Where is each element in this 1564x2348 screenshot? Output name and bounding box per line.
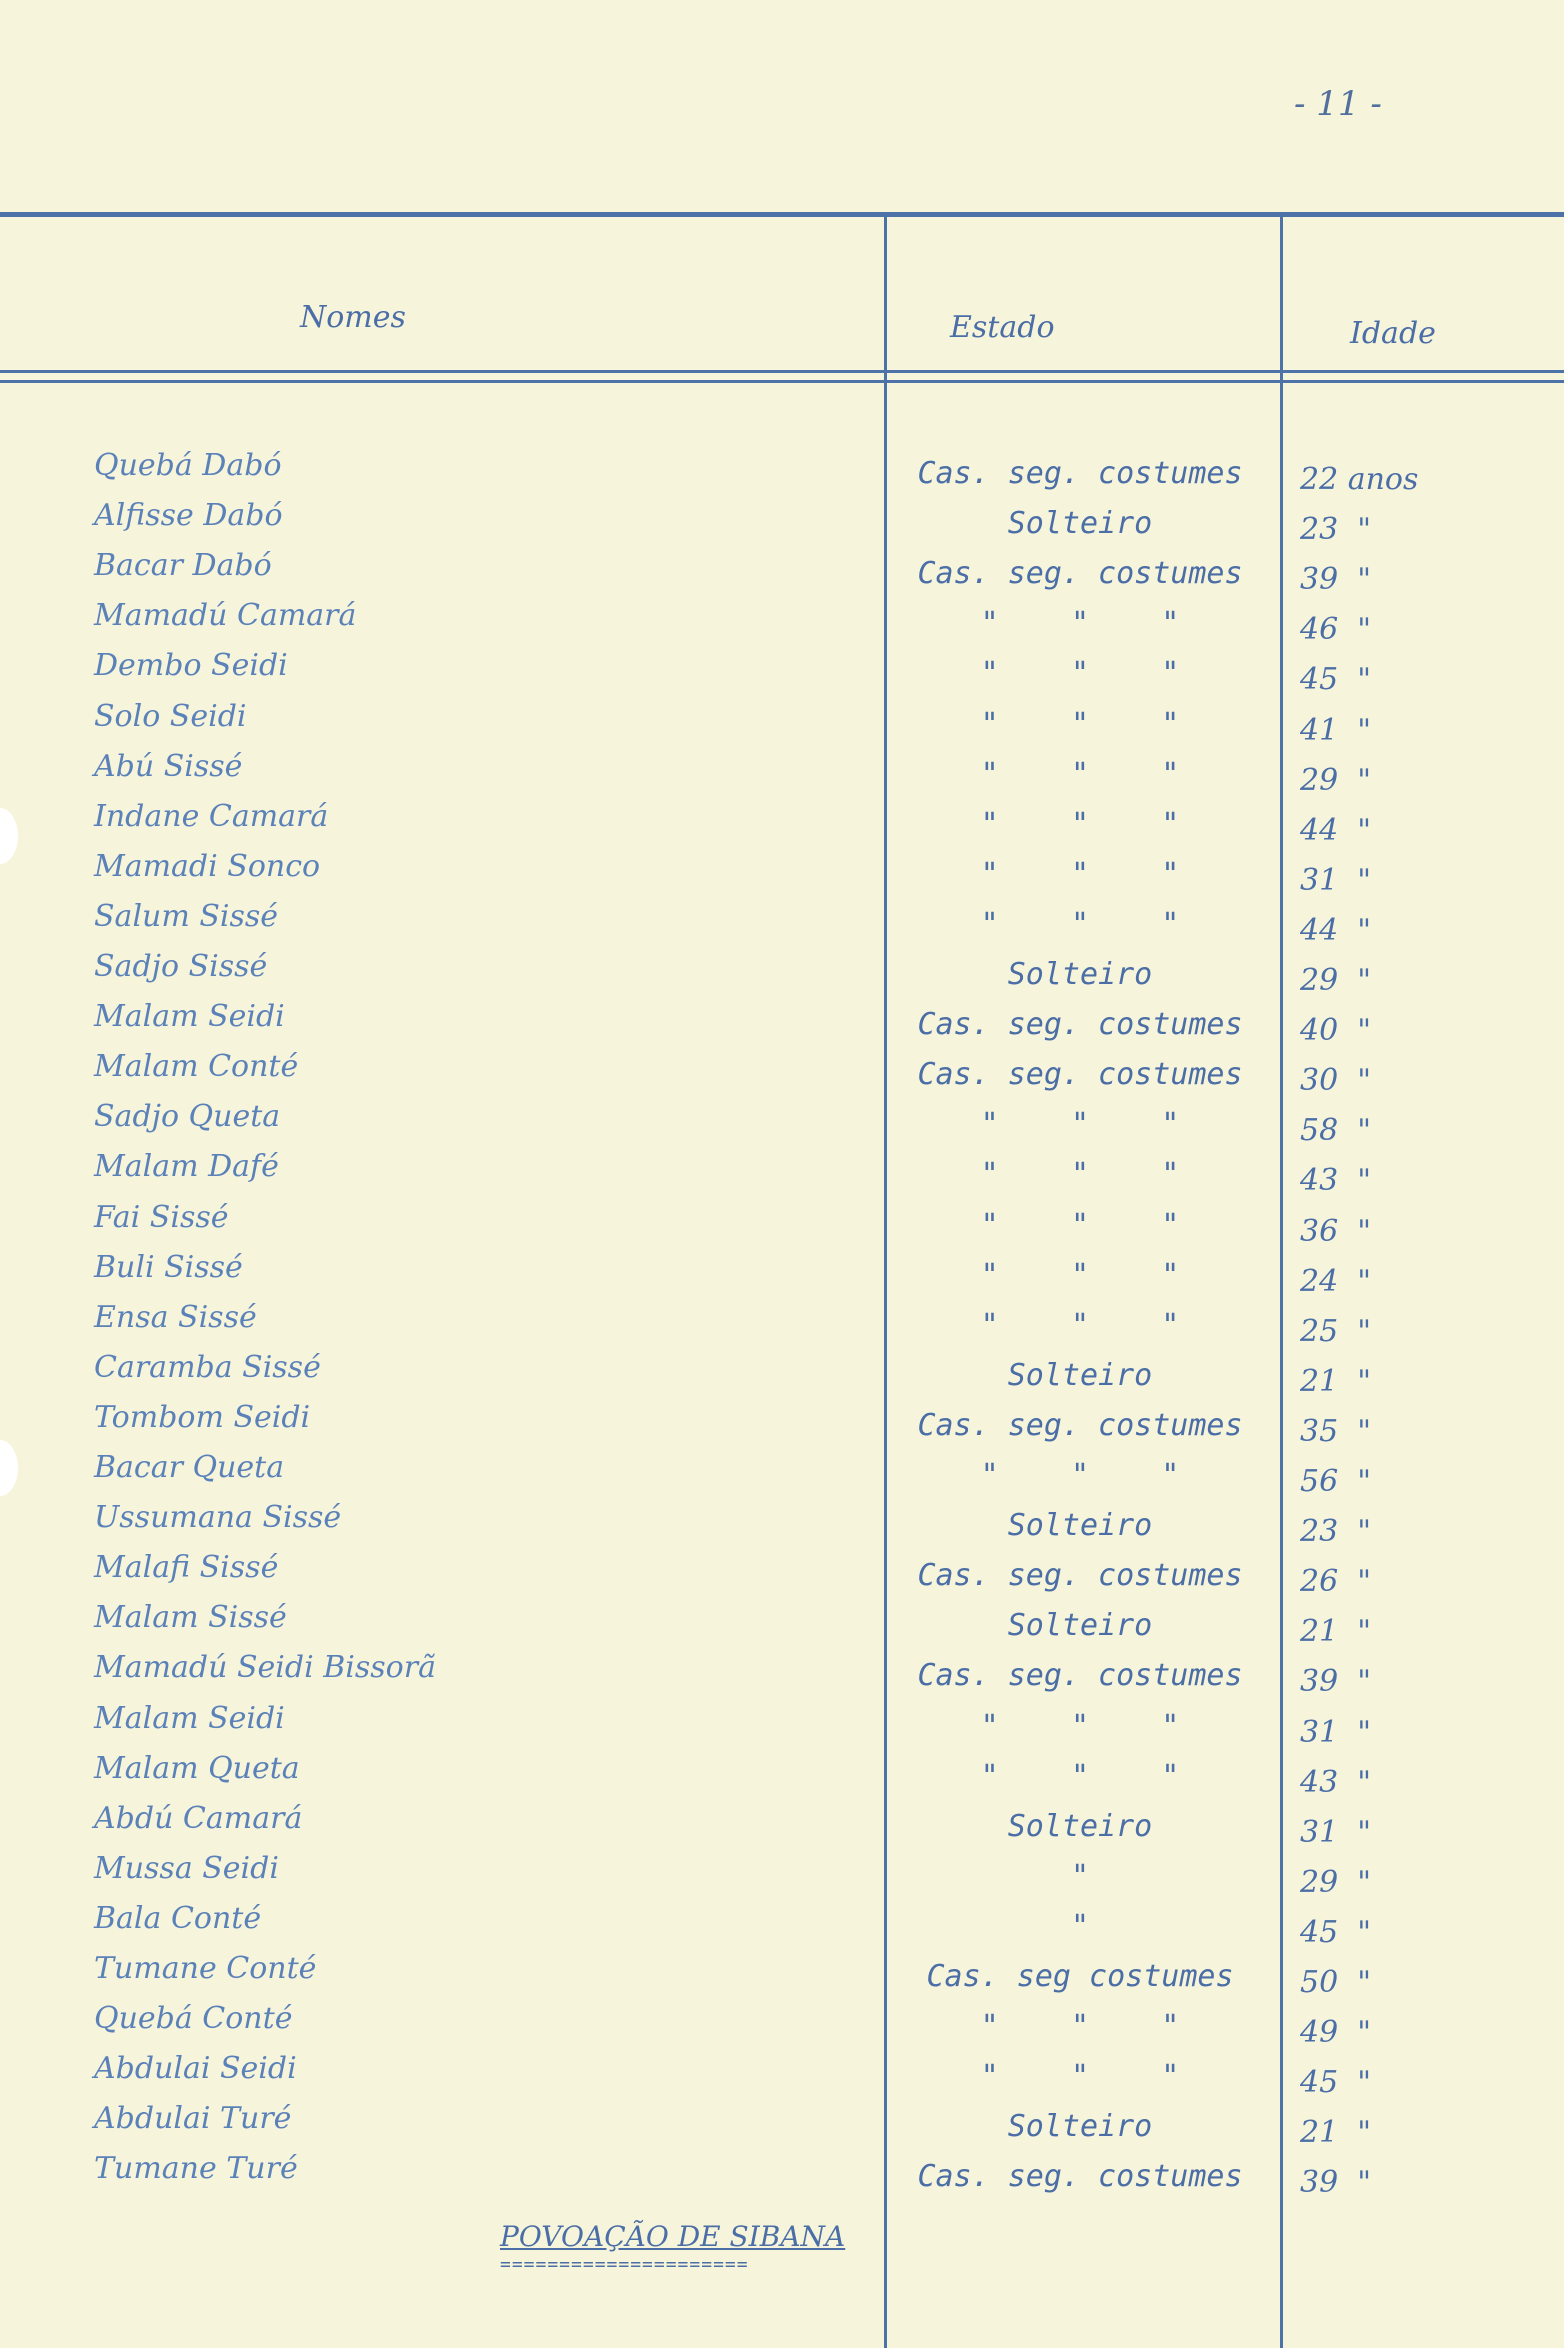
- marital-state: " " ": [980, 2059, 1180, 2094]
- marital-state: " " ": [980, 1458, 1180, 1493]
- person-name: Caramba Sissé: [94, 1350, 321, 1385]
- person-name: Malam Seidi: [94, 999, 285, 1034]
- age: 45 ": [1300, 1915, 1372, 1950]
- marital-state: Cas. seg. costumes: [917, 1057, 1243, 1092]
- marital-state: " " ": [980, 857, 1180, 892]
- person-name: Sadjo Sissé: [94, 949, 268, 984]
- marital-state: Solteiro: [1007, 1508, 1153, 1543]
- marital-state: ": [1070, 1859, 1090, 1894]
- age: 26 ": [1300, 1564, 1372, 1599]
- age: 46 ": [1300, 612, 1372, 647]
- table-row: [0, 498, 1564, 548]
- table-row: [0, 2001, 1564, 2051]
- table-row: [0, 448, 1564, 498]
- person-name: Abdú Camará: [94, 1801, 303, 1836]
- table-row: [0, 1149, 1564, 1199]
- table-row: [0, 999, 1564, 1049]
- table-row: [0, 2101, 1564, 2151]
- person-name: Malafi Sissé: [94, 1550, 279, 1585]
- marital-state: " " ": [980, 1258, 1180, 1293]
- marital-state: Solteiro: [1007, 2109, 1153, 2144]
- table-top-rule: [0, 212, 1564, 217]
- marital-state: Cas. seg. costumes: [917, 556, 1243, 591]
- age: 30 ": [1300, 1063, 1372, 1098]
- age: 50 ": [1300, 1965, 1372, 2000]
- person-name: Indane Camará: [94, 799, 329, 834]
- person-name: Quebá Conté: [94, 2001, 293, 2036]
- table-row: [0, 1951, 1564, 2001]
- table-row: [0, 1200, 1564, 1250]
- person-name: Malam Dafé: [94, 1149, 279, 1184]
- marital-state: Cas. seg. costumes: [917, 1007, 1243, 1042]
- marital-state: Solteiro: [1007, 1809, 1153, 1844]
- marital-state: " " ": [980, 1709, 1180, 1744]
- table-row: [0, 548, 1564, 598]
- person-name: Ensa Sissé: [94, 1300, 257, 1335]
- person-name: Buli Sissé: [94, 1250, 243, 1285]
- age: 31 ": [1300, 863, 1372, 898]
- table-row: [0, 1901, 1564, 1951]
- person-name: Fai Sissé: [94, 1200, 229, 1235]
- age: 31 ": [1300, 1815, 1372, 1850]
- table-row: [0, 2151, 1564, 2201]
- marital-state: Cas. seg. costumes: [917, 1558, 1243, 1593]
- person-name: Ussumana Sissé: [94, 1500, 342, 1535]
- person-name: Bala Conté: [94, 1901, 262, 1936]
- person-name: Solo Seidi: [94, 699, 247, 734]
- age: 45 ": [1300, 662, 1372, 697]
- age: 44 ": [1300, 813, 1372, 848]
- table-row: [0, 1600, 1564, 1650]
- table-row: [0, 699, 1564, 749]
- marital-state: Solteiro: [1007, 1608, 1153, 1643]
- marital-state: " " ": [980, 1107, 1180, 1142]
- table-row: [0, 1450, 1564, 1500]
- age: 21 ": [1300, 1614, 1372, 1649]
- age: 43 ": [1300, 1163, 1372, 1198]
- age: 39 ": [1300, 2165, 1372, 2200]
- marital-state: Solteiro: [1007, 957, 1153, 992]
- table-row: [0, 1851, 1564, 1901]
- age: 31 ": [1300, 1715, 1372, 1750]
- table-row: [0, 1250, 1564, 1300]
- age: 40 ": [1300, 1013, 1372, 1048]
- table-row: [0, 2051, 1564, 2101]
- age: 41 ": [1300, 713, 1372, 748]
- table-row: [0, 1650, 1564, 1700]
- age: 56 ": [1300, 1464, 1372, 1499]
- header-rule-2: [0, 380, 1564, 383]
- person-name: Mussa Seidi: [94, 1851, 279, 1886]
- marital-state: " " ": [980, 757, 1180, 792]
- person-name: Mamadú Seidi Bissorã: [94, 1650, 436, 1685]
- marital-state: " " ": [980, 2009, 1180, 2044]
- age: 43 ": [1300, 1765, 1372, 1800]
- age: 29 ": [1300, 763, 1372, 798]
- header-rule-1: [0, 370, 1564, 373]
- table-row: [0, 1550, 1564, 1600]
- marital-state: " " ": [980, 1157, 1180, 1192]
- age: 22 anos: [1300, 462, 1419, 497]
- marital-state: Cas. seg. costumes: [917, 2159, 1243, 2194]
- marital-state: Cas. seg. costumes: [917, 456, 1243, 491]
- marital-state: Solteiro: [1007, 506, 1153, 541]
- person-name: Malam Conté: [94, 1049, 299, 1084]
- person-name: Abdulai Turé: [94, 2101, 292, 2136]
- marital-state: ": [1070, 1909, 1090, 1944]
- table-row: [0, 1751, 1564, 1801]
- marital-state: " " ": [980, 707, 1180, 742]
- table-row: [0, 1801, 1564, 1851]
- table-row: [0, 1099, 1564, 1149]
- table-row: [0, 899, 1564, 949]
- person-name: Sadjo Queta: [94, 1099, 281, 1134]
- table-row: [0, 1300, 1564, 1350]
- person-name: Bacar Dabó: [94, 548, 272, 583]
- person-name: Salum Sissé: [94, 899, 279, 934]
- age: 23 ": [1300, 1514, 1372, 1549]
- marital-state: Solteiro: [1007, 1358, 1153, 1393]
- marital-state: " " ": [980, 606, 1180, 641]
- age: 21 ": [1300, 1364, 1372, 1399]
- person-name: Malam Queta: [94, 1751, 300, 1786]
- marital-state: " " ": [980, 1759, 1180, 1794]
- age: 25 ": [1300, 1314, 1372, 1349]
- table-row: [0, 1049, 1564, 1099]
- age: 36 ": [1300, 1214, 1372, 1249]
- marital-state: " " ": [980, 656, 1180, 691]
- age: 39 ": [1300, 1664, 1372, 1699]
- age: 39 ": [1300, 562, 1372, 597]
- age: 29 ": [1300, 963, 1372, 998]
- age: 29 ": [1300, 1865, 1372, 1900]
- table-row: [0, 849, 1564, 899]
- age: 45 ": [1300, 2065, 1372, 2100]
- table-row: [0, 749, 1564, 799]
- marital-state: Cas. seg costumes: [926, 1959, 1234, 1994]
- age: 58 ": [1300, 1113, 1372, 1148]
- page-number: - 11 -: [1294, 84, 1382, 124]
- person-name: Malam Sissé: [94, 1600, 287, 1635]
- age: 24 ": [1300, 1264, 1372, 1299]
- header-age: Idade: [1350, 316, 1436, 351]
- header-name: Nomes: [300, 300, 406, 335]
- person-name: Dembo Seidi: [94, 648, 288, 683]
- marital-state: Cas. seg. costumes: [917, 1408, 1243, 1443]
- footer-title: POVOAÇÃO DE SIBANA: [500, 2220, 846, 2253]
- marital-state: " " ": [980, 807, 1180, 842]
- person-name: Abú Sissé: [94, 749, 243, 784]
- marital-state: " " ": [980, 1308, 1180, 1343]
- marital-state: " " ": [980, 1208, 1180, 1243]
- table-row: [0, 1701, 1564, 1751]
- age: 49 ": [1300, 2015, 1372, 2050]
- person-name: Mamadú Camará: [94, 598, 357, 633]
- person-name: Alfisse Dabó: [94, 498, 283, 533]
- person-name: Bacar Queta: [94, 1450, 285, 1485]
- table-row: [0, 1500, 1564, 1550]
- table-row: [0, 1350, 1564, 1400]
- person-name: Tumane Conté: [94, 1951, 317, 1986]
- table-row: [0, 799, 1564, 849]
- marital-state: " " ": [980, 907, 1180, 942]
- person-name: Tombom Seidi: [94, 1400, 311, 1435]
- person-name: Quebá Dabó: [94, 448, 282, 483]
- age: 23 ": [1300, 512, 1372, 547]
- person-name: Abdulai Seidi: [94, 2051, 297, 2086]
- table-row: [0, 1400, 1564, 1450]
- age: 35 ": [1300, 1414, 1372, 1449]
- age: 44 ": [1300, 913, 1372, 948]
- table-row: [0, 949, 1564, 999]
- footer-underline: =====================: [500, 2254, 749, 2275]
- person-name: Malam Seidi: [94, 1701, 285, 1736]
- age: 21 ": [1300, 2115, 1372, 2150]
- person-name: Tumane Turé: [94, 2151, 298, 2186]
- person-name: Mamadi Sonco: [94, 849, 321, 884]
- header-state: Estado: [950, 310, 1055, 345]
- table-row: [0, 598, 1564, 648]
- marital-state: Cas. seg. costumes: [917, 1658, 1243, 1693]
- table-row: [0, 648, 1564, 698]
